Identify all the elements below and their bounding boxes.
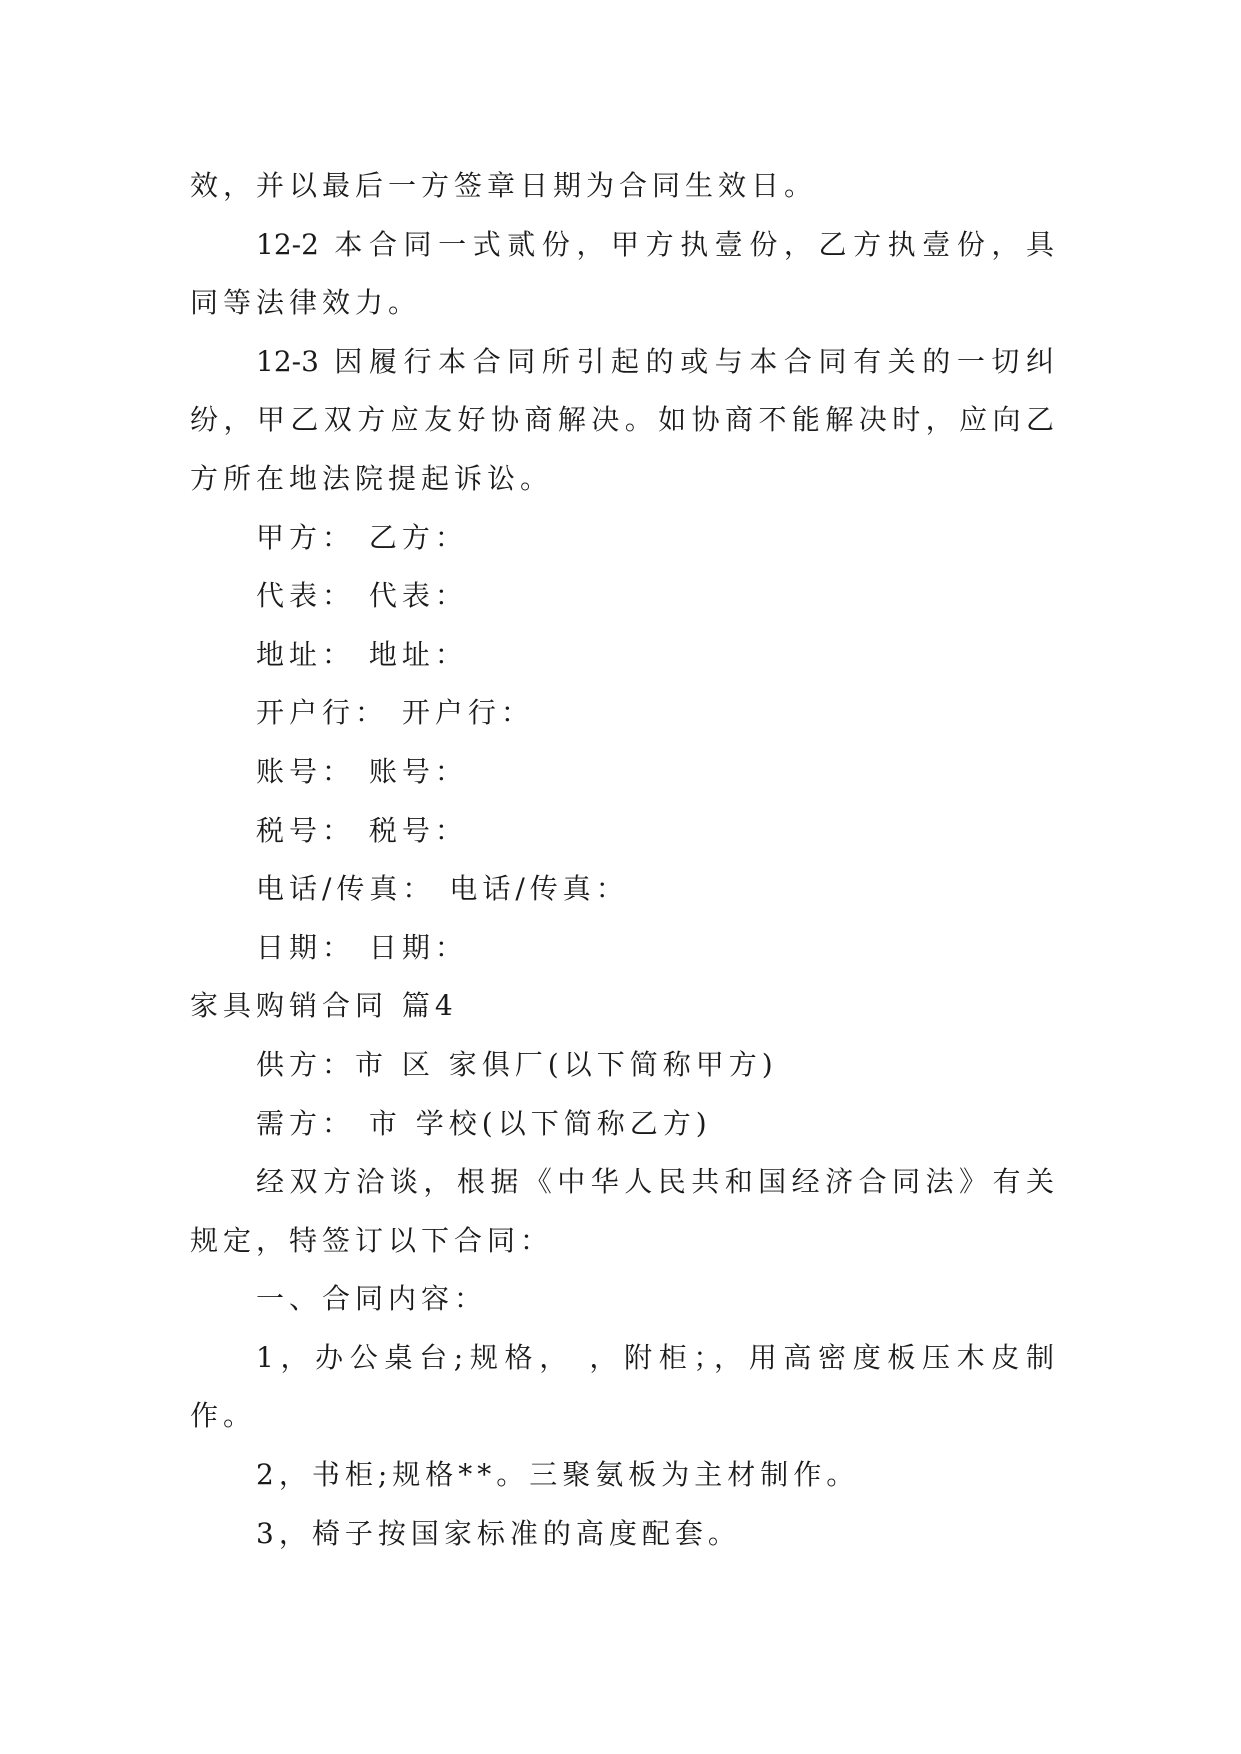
document-page — [190, 157, 1054, 1563]
paragraph-line: 12-2 本合同一式贰份，甲方执壹份，乙方执壹份，具 — [256, 227, 1054, 261]
signature-field-date: 日期： 日期： — [256, 930, 468, 964]
signature-field-address: 地址： 地址： — [256, 637, 468, 671]
section-title: 家具购销合同 篇4 — [190, 989, 458, 1023]
signature-field-representative: 代表： 代表： — [256, 579, 468, 613]
paragraph-line: 同等法律效力。 — [190, 286, 422, 320]
list-item: 1，办公桌台;规格， ，附柜；，用高密度板压木皮制 — [256, 1340, 1054, 1374]
signature-field-tax-number: 税号： 税号： — [256, 813, 468, 847]
buyer-line: 需方： 市 学校(以下简称乙方) — [256, 1106, 712, 1140]
signature-field-party: 甲方： 乙方： — [256, 520, 468, 554]
list-item: 2，书柜;规格**。三聚氨板为主材制作。 — [256, 1458, 860, 1492]
paragraph-line: 规定，特签订以下合同： — [190, 1223, 554, 1257]
paragraph-line: 效，并以最后一方签章日期为合同生效日。 — [190, 169, 818, 202]
clause-heading: 一、合同内容： — [256, 1282, 488, 1316]
paragraph-line: 经双方洽谈，根据《中华人民共和国经济合同法》有关 — [256, 1165, 1054, 1199]
signature-field-phone-fax: 电话/传真： 电话/传真： — [256, 872, 629, 906]
list-item: 3，椅子按国家标准的高度配套。 — [256, 1516, 741, 1550]
signature-field-bank: 开户行： 开户行： — [256, 696, 534, 730]
signature-field-account: 账号： 账号： — [256, 754, 468, 788]
paragraph-line: 方所在地法院提起诉讼。 — [190, 461, 554, 495]
supplier-line: 供方：市 区 家俱厂(以下简称甲方) — [256, 1047, 778, 1081]
paragraph-line: 纷，甲乙双方应友好协商解决。如协商不能解决时，应向乙 — [190, 403, 1054, 437]
list-item-continuation: 作。 — [190, 1399, 257, 1433]
paragraph-line: 12-3 因履行本合同所引起的或与本合同有关的一切纠 — [256, 344, 1054, 378]
